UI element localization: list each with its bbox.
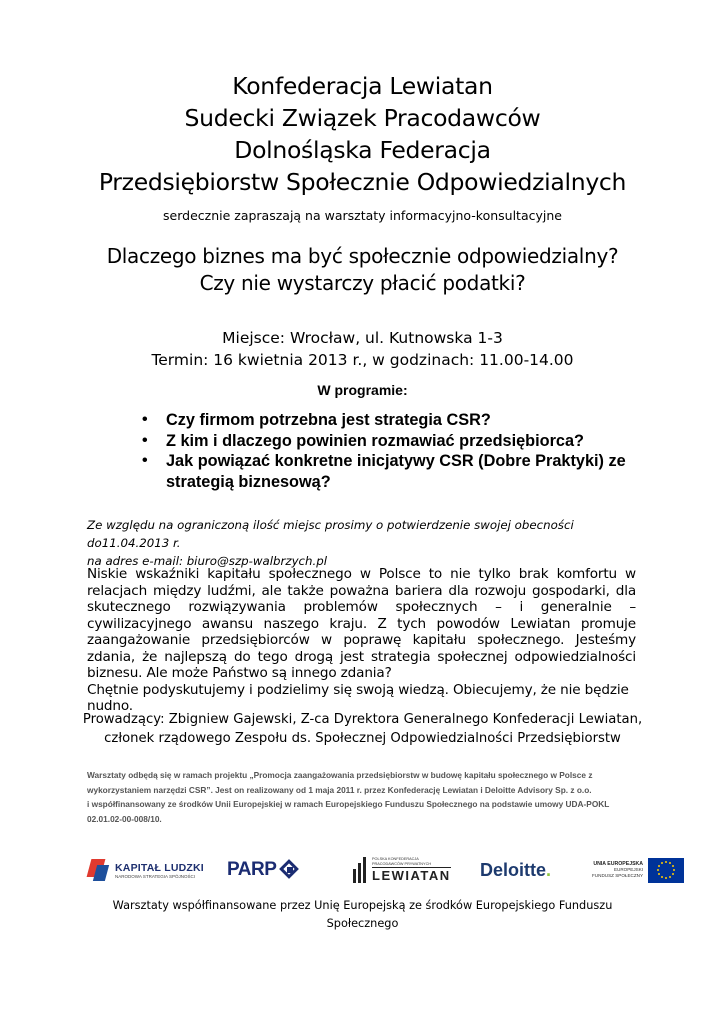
program-item-text: Czy firmom potrzebna jest strategia CSR?: [166, 411, 491, 429]
eu-logo: [592, 848, 684, 892]
parp-logo: [227, 848, 301, 892]
eu-star-icon: [673, 869, 676, 872]
program-item-text: Z kim i dlaczego powinien rozmawiać przedsiębiorca?: [166, 431, 584, 450]
workshop-title: [0, 243, 725, 297]
program-item-text: Jak powiązać konkretne inicjatywy CSR (Dobre Praktyki) ze strategią biznesową?: [166, 452, 626, 491]
lead-line1: Prowadzący: Zbigniew Gajewski, Z-ca Dyrektora Generalnego Konfederacji Lewiatan,: [82, 712, 643, 727]
cofinancing-footer: [0, 897, 725, 933]
event-details: [0, 327, 725, 371]
program-item: [140, 431, 660, 452]
eu-star-icon: [669, 876, 672, 879]
deloitte-name: Deloitte: [480, 859, 547, 880]
description: [87, 566, 636, 715]
bullet-icon: •: [142, 431, 148, 449]
eu-star-icon: [672, 873, 675, 876]
lewiatan-logo: [353, 848, 451, 892]
sponsor-logos: [87, 848, 687, 892]
kapital-ludzki-name: KAPITAŁ LUDZKI: [115, 861, 204, 874]
confirmation-email: na adres e-mail: biuro@szp-walbrzych.pl: [87, 554, 328, 568]
deloitte-logo: [480, 848, 551, 892]
lewiatan-sub1: POLSKA KONFEDERACJA: [372, 857, 419, 861]
eu-flag-icon: [648, 858, 684, 883]
eu-sub1: EUROPEJSKI: [613, 867, 644, 872]
organizer-line: Przedsiębiorstw Społecznie Odpowiedzialnych: [98, 168, 627, 196]
program-list: [140, 410, 660, 492]
parp-name: PARP: [227, 859, 277, 880]
footer-line2: Społecznego: [326, 917, 399, 930]
deloitte-dot: .: [546, 859, 552, 880]
project-note: [87, 768, 647, 826]
project-note-line: i współfinansowany ze środków Unii Europejskiej w ramach Europejskiego Funduszu Społecznego na podstawie umowy UDA-POKL: [87, 799, 610, 809]
eu-star-icon: [669, 862, 672, 865]
event-term: Termin: 16 kwietnia 2013 r., w godzinach: 11.00-14.00: [151, 351, 574, 369]
event-place: Miejsce: Wrocław, ul. Kutnowska 1-3: [222, 329, 503, 347]
program-item: [140, 451, 660, 492]
invitation-text: serdecznie zapraszają na warsztaty informacyjno-konsultacyjne: [163, 208, 562, 223]
organizer-line: Sudecki Związek Pracodawców: [184, 104, 541, 132]
lewiatan-icon: [353, 857, 368, 883]
project-note-line: wykorzystaniem narzędzi CSR”. Jest on realizowany od 1 maja 2011 r. przez Konfederację Lewiatan i Deloitte Advisory Sp. z o.o.: [87, 784, 592, 795]
lewiatan-name: LEWIATAN: [372, 868, 451, 883]
project-note-line: 02.01.02-00-008/10.: [87, 813, 162, 824]
eu-star-icon: [661, 876, 664, 879]
eu-star-icon: [658, 865, 661, 868]
bullet-icon: •: [142, 452, 148, 469]
footer-line1: Warsztaty współfinansowane przez Unię Europejską ze środków Europejskiego Funduszu: [112, 899, 613, 912]
confirmation-line1: Ze względu na ograniczoną ilość miejsc prosimy o potwierdzenie swojej obecności do11.04.2013 r.: [87, 518, 574, 550]
parp-icon: [279, 859, 301, 881]
lead-line2: członek rządowego Zespołu ds. Społecznej Odpowiedzialności Przedsiębiorstw: [104, 731, 621, 746]
kapital-ludzki-sub: NARODOWA STRATEGIA SPÓJNOŚCI: [115, 873, 196, 879]
eu-sub2: FUNDUSZ SPOŁECZNY: [592, 873, 644, 878]
eu-star-icon: [665, 861, 668, 864]
kapital-ludzki-logo: [87, 848, 204, 892]
organizers-heading: [0, 70, 725, 198]
project-note-line: Warsztaty odbędą się w ramach projektu „Promocja zaangażowania przedsiębiorstw w budowę kapitału społecznego w Polsce z: [87, 770, 593, 780]
attendance-confirmation: [87, 516, 647, 570]
workshop-lead: [0, 710, 725, 748]
program-item: [140, 410, 660, 431]
organizer-line: Konfederacja Lewiatan: [232, 72, 493, 100]
eu-name: UNIA EUROPEJSKA: [593, 861, 644, 867]
description-paragraph: Niskie wskaźniki kapitału społecznego w Polsce to nie tylko brak komfortu w relacjach między ludźmi, ale także poważna bariera dla rozwoju gospodarki, dla skutecznego rozwiązywania problemów społecznych – i generalnie – cywilizacyjnego awansu naszego kraju. Z tych powodów Lewiatan promuje zaangażowanie przedsiębiorców w poprawę kapitału społecznego. Jesteśmy zdania, że najlepszą do tego drogą jest strategia społecznej odpowiedzialności biznesu. Ale może Państwo są innego zdania?: [87, 566, 636, 681]
eu-star-icon: [665, 877, 668, 880]
organizer-line: Dolnośląska Federacja: [234, 136, 491, 164]
eu-star-icon: [661, 862, 664, 865]
eu-star-icon: [658, 873, 661, 876]
program-heading: W programie:: [317, 382, 408, 398]
workshop-title-line2: Czy nie wystarczy płacić podatki?: [199, 271, 526, 295]
description-closing: Chętnie podyskutujemy i podzielimy się swoją wiedzą. Obiecujemy, że nie będzie nudno.: [87, 681, 629, 714]
bullet-icon: •: [142, 411, 148, 428]
workshop-title-line1: Dlaczego biznes ma być społecznie odpowiedzialny?: [106, 244, 619, 268]
eu-star-icon: [672, 865, 675, 868]
kapital-ludzki-icon: [87, 855, 109, 885]
lewiatan-sub2: PRACODAWCÓW PRYWATNYCH: [372, 862, 432, 866]
eu-star-icon: [657, 869, 660, 872]
